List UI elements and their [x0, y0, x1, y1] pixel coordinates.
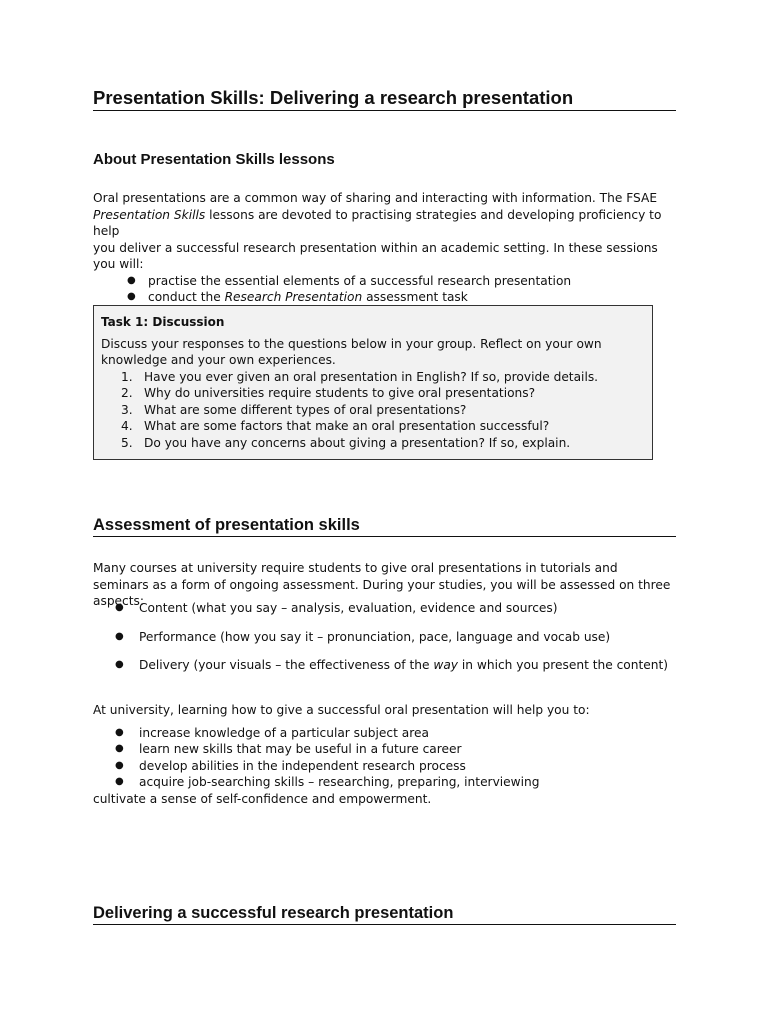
list-item: ● Performance (how you say it – pronunciation, pace, language and vocab use) — [93, 629, 676, 646]
help-last-line: cultivate a sense of self-confidence and empowerment. — [93, 791, 432, 806]
question-text: Do you have any concerns about giving a presentation? If so, explain. — [144, 435, 571, 450]
question-number: 4. — [121, 419, 133, 433]
task-discussion-box — [93, 305, 653, 460]
list-item — [101, 402, 645, 419]
task-intro: Discuss your responses to the questions below in your group. Reflect on your own knowledge and your own experiences. — [101, 336, 602, 367]
list-item — [101, 385, 645, 402]
question-number: 3. — [121, 402, 133, 417]
list-item: ● develop abilities in the independent research process — [93, 758, 676, 775]
question-text: What are some factors that make an oral presentation successful? — [144, 419, 550, 433]
about-line-2-rest: lessons are devoted to practising strategies and developing proficiency to help — [93, 207, 662, 238]
list-item: ● learn new skills that may be useful in a future career — [93, 741, 676, 758]
help-intro: At university, learning how to give a successful oral presentation will help you to: — [93, 703, 590, 717]
list-item — [101, 418, 645, 435]
aspects-list — [93, 600, 676, 674]
question-list — [101, 369, 645, 452]
aspect-3-text: Delivery (your visuals – the effectiveness of the — [139, 658, 434, 672]
about-line-2 — [93, 207, 676, 240]
assessment-heading: Assessment of presentation skills — [93, 516, 676, 537]
help-section — [93, 702, 676, 807]
question-number: 5. — [121, 435, 133, 450]
question-number: 1. — [121, 369, 133, 384]
list-item: ● acquire job-searching skills – researching, preparing, interviewing — [93, 774, 676, 791]
list-item — [93, 289, 676, 306]
task-title: Task 1: Discussion — [101, 315, 225, 329]
help-list — [93, 725, 676, 791]
page-title: Presentation Skills: Delivering a research presentation — [93, 87, 676, 111]
bullet-2-text: conduct the — [148, 290, 225, 304]
list-item — [93, 657, 676, 674]
list-item: ● practise the essential elements of a successful research presentation — [93, 273, 676, 290]
bullet-2-tail: assessment task — [362, 290, 468, 304]
list-item: ● Content (what you say – analysis, evaluation, evidence and sources) — [93, 600, 676, 617]
list-item — [101, 369, 645, 386]
delivering-heading: Delivering a successful research presentation — [93, 904, 676, 925]
about-line-3: you deliver a successful research presentation within an academic setting. In these sessions you will: — [93, 240, 658, 271]
question-text: Have you ever given an oral presentation in English? If so, provide details. — [144, 369, 599, 384]
about-heading: About Presentation Skills lessons — [93, 151, 335, 168]
list-item: ● increase knowledge of a particular subject area — [93, 725, 676, 742]
list-item — [101, 435, 645, 452]
assessment-paragraph: Many courses at university require students to give oral presentations in tutorials and seminars as a form of ongoing assessment. During your studies, you will be assessed on three aspects: — [93, 561, 671, 608]
way-italic: way — [433, 658, 459, 672]
presentation-skills-italic: Presentation Skills — [93, 207, 206, 222]
about-bullet-list — [93, 273, 676, 306]
research-presentation-italic: Research Presentation — [224, 290, 363, 304]
question-text: What are some different types of oral presentations? — [144, 402, 467, 417]
about-line-1: Oral presentations are a common way of sharing and interacting with information. The FSAE — [93, 191, 658, 205]
about-paragraph — [93, 190, 676, 306]
aspect-3-tail: in which you present the content) — [458, 658, 669, 672]
question-text: Why do universities require students to give oral presentations? — [144, 386, 536, 400]
question-number: 2. — [121, 386, 133, 400]
